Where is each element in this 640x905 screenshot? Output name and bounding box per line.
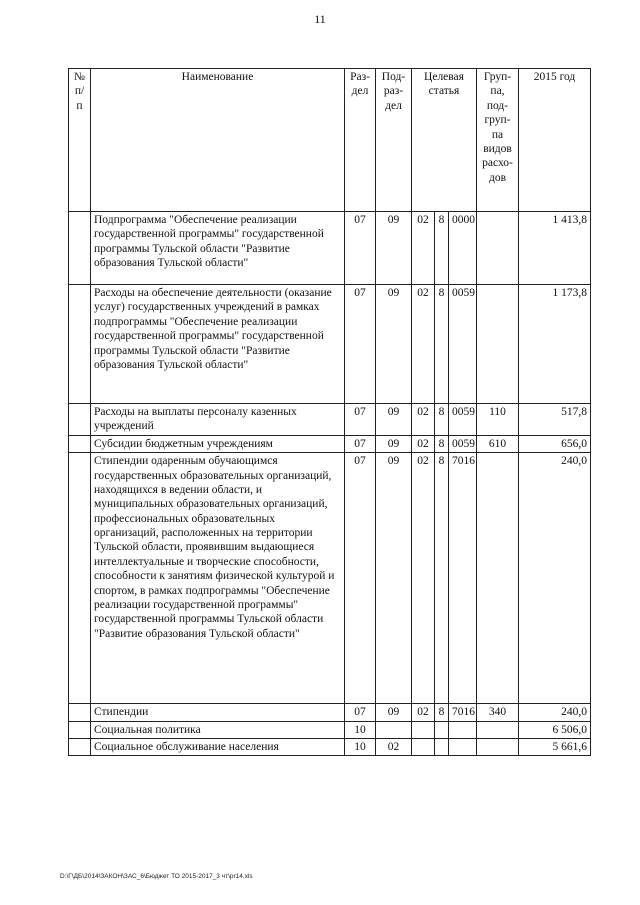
row-cs2: 8 <box>435 704 449 721</box>
row-amount: 240,0 <box>519 453 591 704</box>
row-cs1: 02 <box>412 404 435 436</box>
row-name: Социальная политика <box>91 721 345 738</box>
row-amount: 1 413,8 <box>519 212 591 285</box>
row-name: Подпрограмма "Обеспечение реализации государственной программы" государственной программы Тульской области "Развитие образования Тульской области" <box>91 212 345 285</box>
row-name: Расходы на выплаты персоналу казенных учреждений <box>91 404 345 436</box>
row-cs1: 02 <box>412 212 435 285</box>
header-year: 2015 год <box>519 69 591 212</box>
row-amount: 5 661,6 <box>519 738 591 755</box>
row-cs2 <box>435 721 449 738</box>
row-name: Стипендии <box>91 704 345 721</box>
row-cs3: 0059 <box>449 435 477 452</box>
header-expense-group: Груп-па, под-груп-па видов расхо-дов <box>477 69 519 212</box>
row-amount: 517,8 <box>519 404 591 436</box>
row-podrazdel: 09 <box>376 704 412 721</box>
row-razdel: 10 <box>345 738 376 755</box>
row-cs3 <box>449 721 477 738</box>
row-cs3 <box>449 738 477 755</box>
table-row <box>69 738 591 755</box>
row-razdel: 07 <box>345 435 376 452</box>
budget-table <box>68 68 591 756</box>
row-name: Стипендии одаренным обучающимся государственных образовательных организаций, находящихся в ведении области, и муниципальных образовательных организаций, профессиональных образовательных организаций, расположенных на территории Тульской области, проявившим выдающиеся интеллектуальные и творческие способности, способности к занятиям физической культурой и спортом, в рамках подпрограммы "Обеспечение реализации государственной программы" государственной программы Тульской области "Развитие образования Тульской области" <box>91 453 345 704</box>
row-razdel: 07 <box>345 285 376 404</box>
header-subsection: Под-раз-дел <box>376 69 412 212</box>
row-amount: 656,0 <box>519 435 591 452</box>
row-cs1: 02 <box>412 704 435 721</box>
table-row <box>69 721 591 738</box>
row-cs2: 8 <box>435 453 449 704</box>
row-num <box>69 285 91 404</box>
row-name: Субсидии бюджетным учреждениям <box>91 435 345 452</box>
table-row <box>69 435 591 452</box>
table-row <box>69 704 591 721</box>
row-podrazdel: 09 <box>376 212 412 285</box>
row-razdel: 07 <box>345 404 376 436</box>
table-row <box>69 453 591 704</box>
header-name: Наименование <box>91 69 345 212</box>
row-podrazdel: 09 <box>376 453 412 704</box>
row-razdel: 07 <box>345 453 376 704</box>
header-num: № п/п <box>69 69 91 212</box>
row-amount: 1 173,8 <box>519 285 591 404</box>
header-row <box>69 69 591 212</box>
table-row <box>69 404 591 436</box>
row-name: Расходы на обеспечение деятельности (оказание услуг) государственных учреждений в рамках подпрограммы "Обеспечение реализации государственной программы" государственной программы Тульской области "Развитие образования Тульской области" <box>91 285 345 404</box>
row-cs1: 02 <box>412 285 435 404</box>
row-num <box>69 453 91 704</box>
row-podrazdel: 02 <box>376 738 412 755</box>
row-amount: 240,0 <box>519 704 591 721</box>
table-row <box>69 212 591 285</box>
row-num <box>69 435 91 452</box>
row-cs1 <box>412 721 435 738</box>
row-num <box>69 721 91 738</box>
table-row <box>69 285 591 404</box>
row-cs2: 8 <box>435 212 449 285</box>
row-cs3: 0059 <box>449 404 477 436</box>
row-group: 110 <box>477 404 519 436</box>
row-cs3: 7016 <box>449 453 477 704</box>
row-cs2: 8 <box>435 404 449 436</box>
header-target-article: Целевая статья <box>412 69 477 212</box>
row-amount: 6 506,0 <box>519 721 591 738</box>
row-cs2: 8 <box>435 435 449 452</box>
file-path-footer: D:\Г\ДБ\2014\ЗАКОН\ЗАС_6\Бюджет ТО 2015-2017_3 чт\pr14.xls <box>60 873 253 880</box>
row-group: 610 <box>477 435 519 452</box>
row-podrazdel: 09 <box>376 435 412 452</box>
row-cs3: 7016 <box>449 704 477 721</box>
row-razdel: 10 <box>345 721 376 738</box>
page-number: 11 <box>314 12 326 26</box>
row-cs2: 8 <box>435 285 449 404</box>
row-group <box>477 738 519 755</box>
row-razdel: 07 <box>345 212 376 285</box>
row-podrazdel: 09 <box>376 285 412 404</box>
row-num <box>69 738 91 755</box>
row-cs1 <box>412 738 435 755</box>
row-group <box>477 453 519 704</box>
row-name: Социальное обслуживание населения <box>91 738 345 755</box>
row-cs3: 0059 <box>449 285 477 404</box>
row-razdel: 07 <box>345 704 376 721</box>
row-num <box>69 704 91 721</box>
row-num <box>69 404 91 436</box>
row-cs3: 0000 <box>449 212 477 285</box>
row-num <box>69 212 91 285</box>
row-group: 340 <box>477 704 519 721</box>
row-group <box>477 285 519 404</box>
row-podrazdel <box>376 721 412 738</box>
row-cs1: 02 <box>412 453 435 704</box>
row-group <box>477 721 519 738</box>
row-podrazdel: 09 <box>376 404 412 436</box>
row-cs1: 02 <box>412 435 435 452</box>
row-group <box>477 212 519 285</box>
row-cs2 <box>435 738 449 755</box>
header-section: Раз-дел <box>345 69 376 212</box>
